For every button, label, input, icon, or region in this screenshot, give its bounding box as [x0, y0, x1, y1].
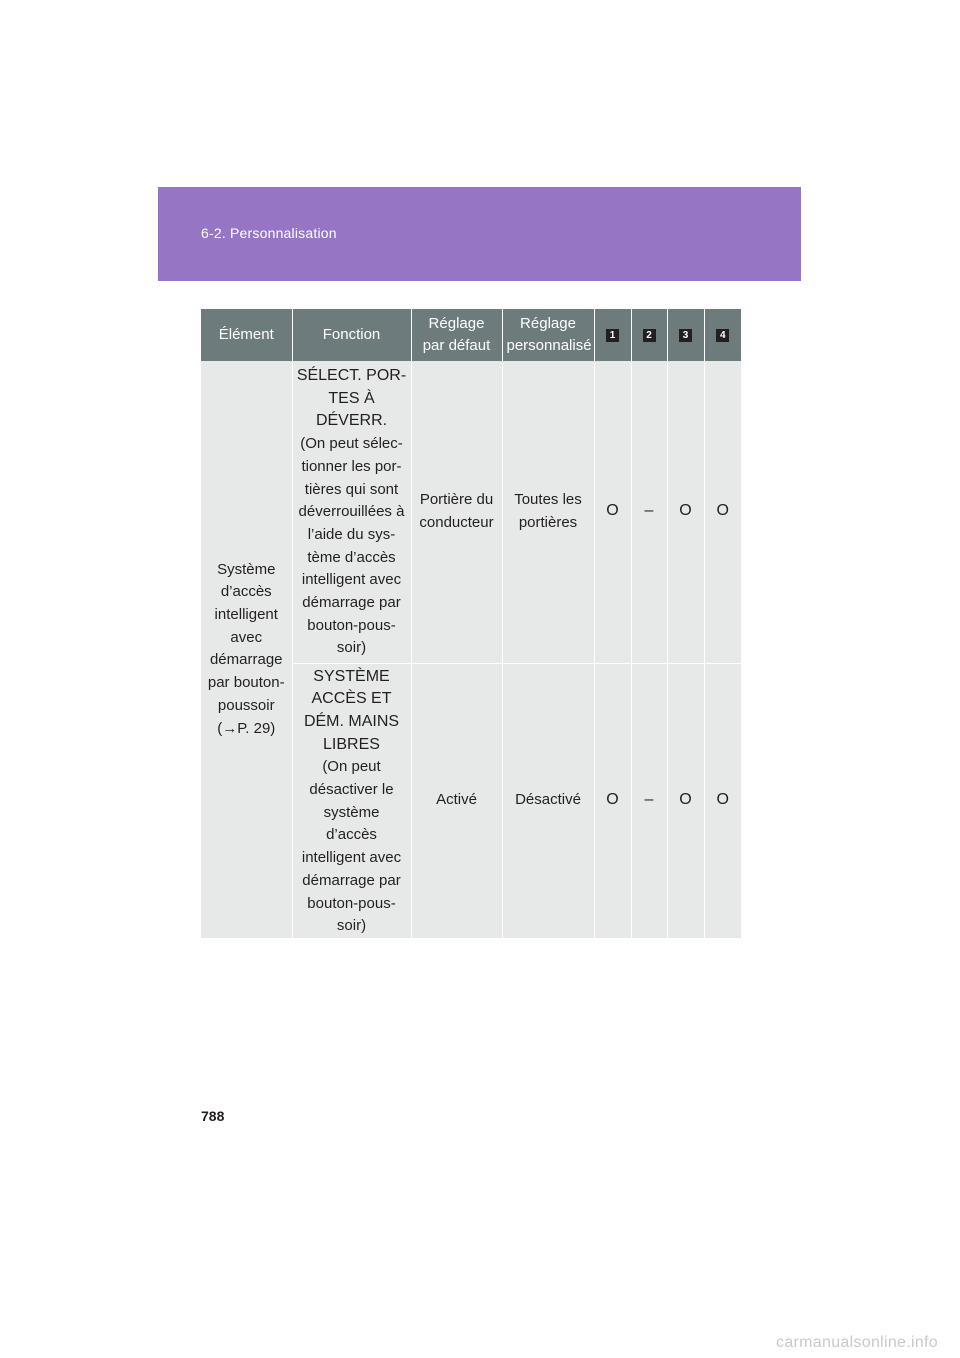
- mark-1: O: [606, 502, 619, 520]
- default-setting: Activé: [436, 791, 477, 809]
- column-header-1: [594, 309, 631, 361]
- function-title: SYSTÈME ACCÈS ET DÉM. MAINS LIBRES: [303, 667, 400, 753]
- mark-3: O: [679, 791, 692, 809]
- column-header-4: [704, 309, 741, 361]
- default-setting-cell: [411, 361, 502, 663]
- mark-4: O: [716, 502, 729, 520]
- number-badge-4: 4: [716, 329, 729, 342]
- mark-4: O: [716, 791, 729, 809]
- table-header-row: [201, 309, 741, 361]
- function-cell: [292, 361, 411, 663]
- function-description: (On peut sélec- tionner les por- tières qui sont déverrouillées à l’aide du sys- tème d’accès intelligent avec démarrage par bouton-pous- soir): [298, 435, 405, 657]
- number-badge-3: 3: [679, 329, 692, 342]
- mark-cell: [667, 361, 704, 663]
- mark-cell: [631, 361, 667, 663]
- section-label: 6-2. Personnalisation: [201, 225, 337, 241]
- column-header-2: [631, 309, 667, 361]
- function-description: (On peut désactiver le système d’accès intelligent avec démarrage par bouton-pous- soir): [301, 758, 402, 935]
- element-cell: [201, 361, 292, 938]
- function-title: SÉLECT. POR- TES À DÉVERR.: [296, 367, 407, 430]
- custom-setting-cell: [502, 361, 594, 663]
- function-cell: [292, 663, 411, 938]
- element-label: Système d’accès intelligent avec démarrage par bouton- poussoir (→P. 29): [207, 560, 285, 737]
- column-header-default: Réglage par défaut: [411, 309, 502, 361]
- column-header-custom: Réglage personnalisé: [502, 309, 594, 361]
- column-header-3: [667, 309, 704, 361]
- number-badge-1: 1: [606, 329, 619, 342]
- number-badge-2: 2: [643, 329, 656, 342]
- mark-cell: [704, 361, 741, 663]
- customization-table: [201, 309, 741, 939]
- mark-2: –: [644, 791, 654, 809]
- watermark: carmanualsonline.info: [776, 1334, 938, 1351]
- default-setting-cell: [411, 663, 502, 938]
- custom-setting: Toutes les portières: [514, 491, 582, 531]
- mark-cell: [594, 361, 631, 663]
- custom-setting-cell: [502, 663, 594, 938]
- column-header-function: Fonction: [292, 309, 411, 361]
- page-number: 788: [201, 1108, 225, 1124]
- custom-setting: Désactivé: [515, 791, 581, 809]
- mark-2: –: [644, 502, 654, 520]
- mark-cell: [631, 663, 667, 938]
- table-row: [201, 361, 741, 663]
- mark-cell: [594, 663, 631, 938]
- mark-cell: [667, 663, 704, 938]
- default-setting: Portière du conducteur: [419, 491, 494, 531]
- column-header-element: Élément: [201, 309, 292, 361]
- mark-1: O: [606, 791, 619, 809]
- mark-cell: [704, 663, 741, 938]
- section-header-band: [158, 187, 801, 281]
- mark-3: O: [679, 502, 692, 520]
